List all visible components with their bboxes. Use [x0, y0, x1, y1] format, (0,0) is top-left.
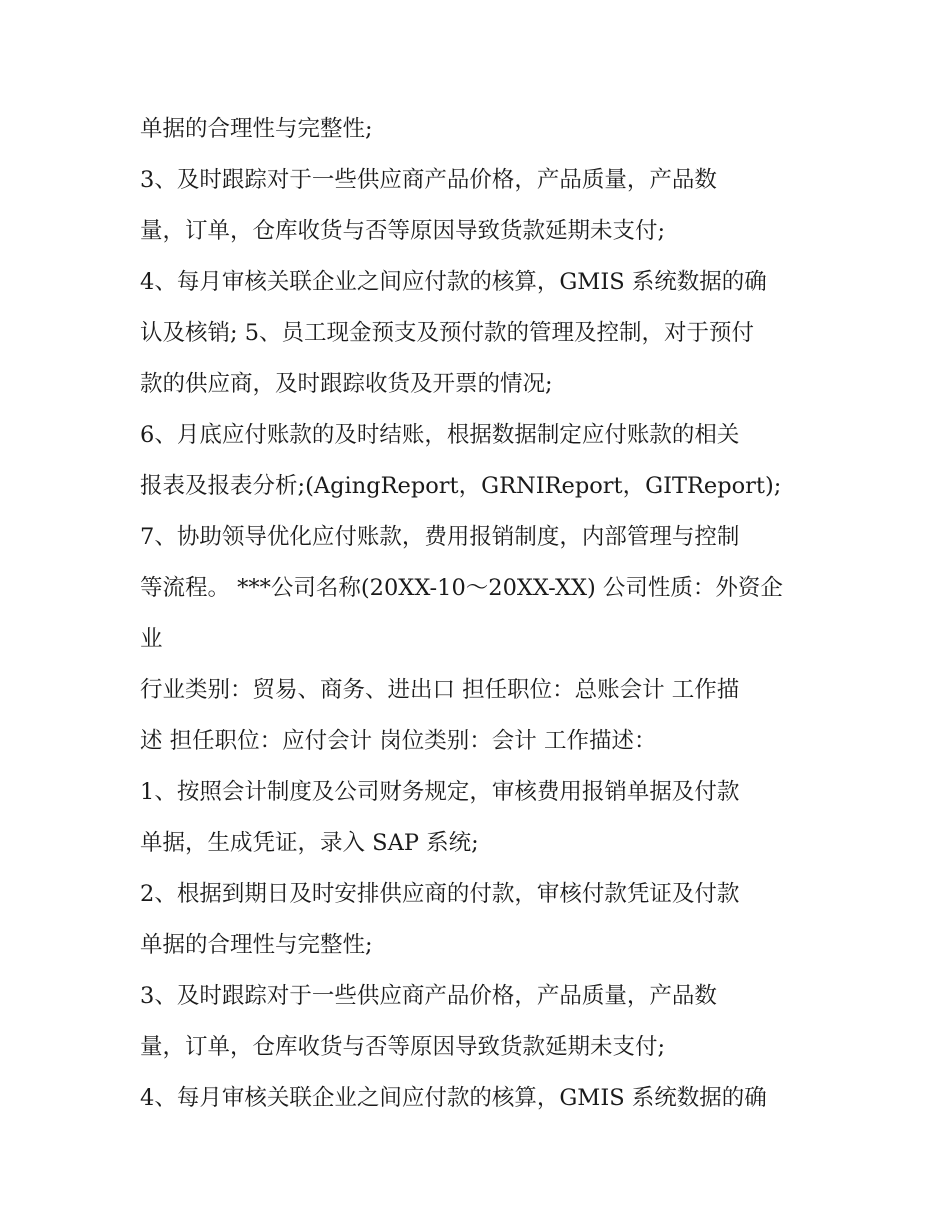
- text-line: 3、及时跟踪对于一些供应商产品价格，产品质量，产品数: [140, 983, 717, 1009]
- text-line: 4、每月审核关联企业之间应付款的核算，GMIS 系统数据的确: [140, 269, 767, 295]
- text-line: 业: [140, 626, 163, 652]
- text-line: 单据的合理性与完整性;: [140, 116, 373, 142]
- text-line: 报表及报表分析;(AgingReport，GRNIReport，GITReport);: [140, 473, 782, 499]
- document-body: [140, 104, 820, 1124]
- text-line: 4、每月审核关联企业之间应付款的核算，GMIS 系统数据的确: [140, 1085, 767, 1111]
- text-line: 1、按照会计制度及公司财务规定，审核费用报销单据及付款: [140, 779, 740, 805]
- text-line: 等流程。 ***公司名称(20XX-10～20XX-XX) 公司性质：外资企: [140, 575, 783, 601]
- text-line: 述 担任职位：应付会计 岗位类别：会计 工作描述：: [140, 728, 657, 754]
- text-line: 款的供应商，及时跟踪收货及开票的情况;: [140, 371, 553, 397]
- text-line: 行业类别：贸易、商务、进出口 担任职位：总账会计 工作描: [140, 677, 740, 703]
- text-line: 7、协助领导优化应付账款，费用报销制度，内部管理与控制: [140, 524, 740, 550]
- text-line: 量，订单，仓库收货与否等原因导致货款延期未支付;: [140, 218, 666, 244]
- text-line: 认及核销; 5、员工现金预支及预付款的管理及控制，对于预付: [140, 320, 755, 346]
- text-line: 6、月底应付账款的及时结账，根据数据制定应付账款的相关: [140, 422, 740, 448]
- text-line: 量，订单，仓库收货与否等原因导致货款延期未支付;: [140, 1034, 666, 1060]
- text-line: 单据的合理性与完整性;: [140, 932, 373, 958]
- text-line: 3、及时跟踪对于一些供应商产品价格，产品质量，产品数: [140, 167, 717, 193]
- text-line: 2、根据到期日及时安排供应商的付款，审核付款凭证及付款: [140, 881, 740, 907]
- text-line: 单据，生成凭证，录入 SAP 系统;: [140, 830, 479, 856]
